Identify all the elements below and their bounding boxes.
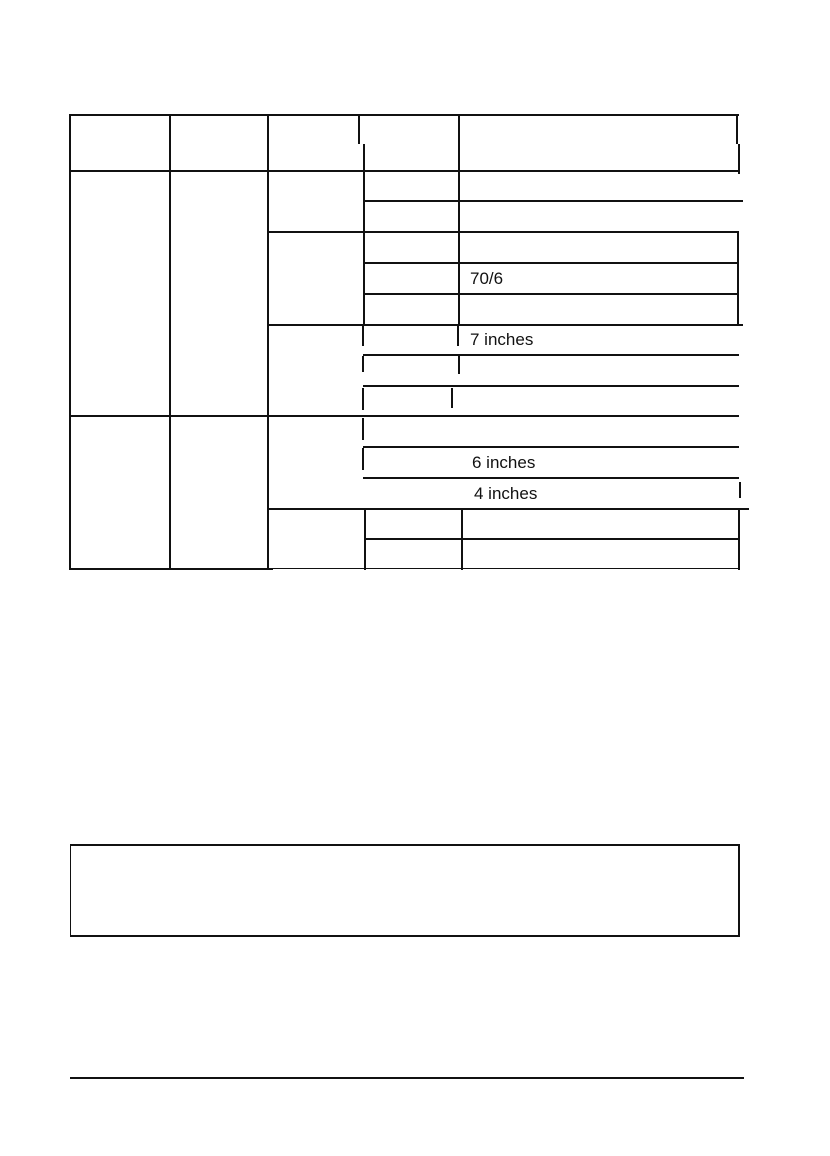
column-divider-4-tick-a xyxy=(457,326,459,346)
row-separator-col3-a xyxy=(267,170,363,172)
right-edge-seg-b xyxy=(737,232,739,324)
right-edge-top xyxy=(736,114,738,144)
table-cell-value: 6 inches xyxy=(472,453,536,472)
right-edge-seg-d xyxy=(738,510,740,570)
row-separator-r7 xyxy=(363,354,739,356)
column-divider-1 xyxy=(169,114,171,570)
column-divider-3-tick-d xyxy=(362,418,364,440)
table-left-border xyxy=(69,114,71,570)
column-divider-3-tick-a xyxy=(362,326,364,346)
column-divider-4-tick-b xyxy=(458,356,460,374)
table-cell-value: 70/6 xyxy=(470,269,504,288)
footer-rule xyxy=(70,1077,744,1079)
table-cell-value: 7 inches xyxy=(470,330,534,349)
row-separator-r6 xyxy=(267,324,743,326)
table-bottom-border-right xyxy=(273,568,739,569)
table-cell-value: 4 inches xyxy=(474,484,538,503)
header-tick-4 xyxy=(458,116,460,144)
row-separator-r12 xyxy=(267,508,749,510)
row-separator-section-a xyxy=(69,170,269,172)
header-tick-3 xyxy=(358,116,360,144)
table-bottom-border-left xyxy=(69,568,273,570)
row-separator-r1 xyxy=(363,170,739,172)
row-separator-r3 xyxy=(267,231,739,233)
right-edge-seg-c xyxy=(739,482,741,498)
column-divider-3-tick-b xyxy=(362,356,364,372)
row-separator-r8 xyxy=(363,385,739,387)
row-separator-r5 xyxy=(363,293,739,295)
column-divider-4-lower xyxy=(461,510,463,570)
row-separator-r10 xyxy=(363,446,739,448)
row-separator-r4 xyxy=(363,262,739,264)
column-divider-3-tick-e xyxy=(362,448,364,470)
row-separator-r11 xyxy=(363,477,739,479)
note-box xyxy=(70,844,740,937)
column-divider-2 xyxy=(267,114,269,570)
column-divider-4-tick-c xyxy=(451,388,453,408)
column-divider-3-lower xyxy=(364,510,366,570)
row-separator-section-b xyxy=(69,415,739,417)
row-separator-r2 xyxy=(363,200,743,202)
column-divider-3-tick-c xyxy=(362,388,364,410)
row-separator-r13 xyxy=(364,538,739,540)
